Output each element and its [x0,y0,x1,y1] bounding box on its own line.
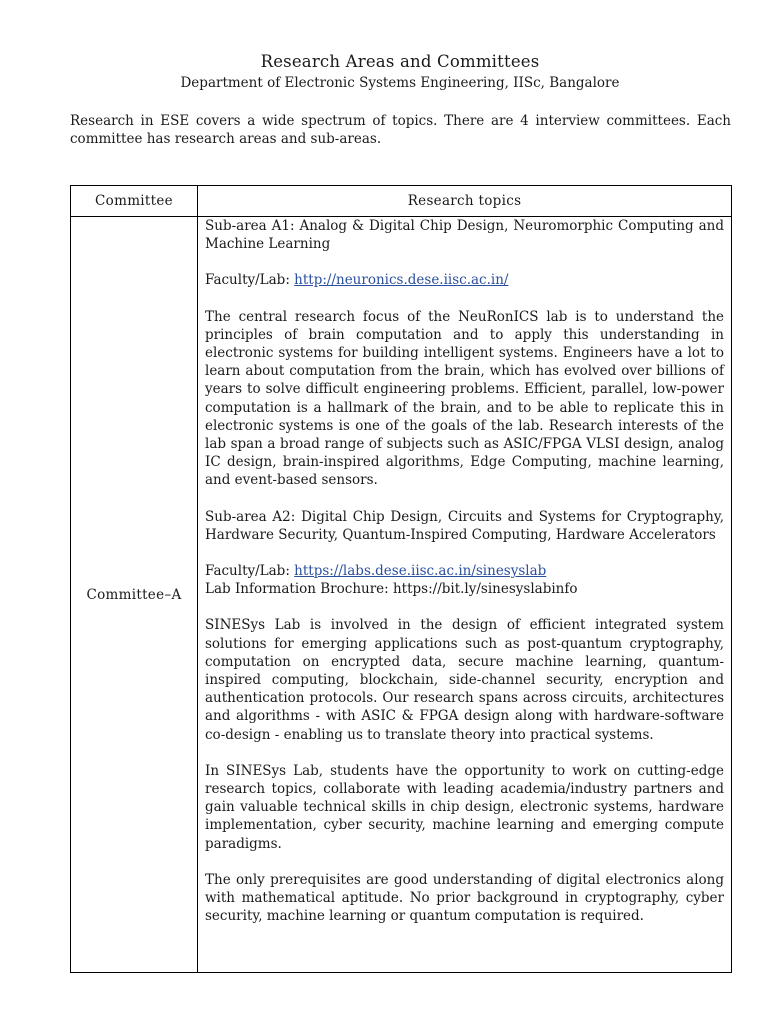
page-subtitle: Department of Electronic Systems Engineering, IISc, Bangalore [180,75,620,91]
subarea-a1-faculty [205,271,724,289]
table-header-row [71,186,732,217]
subarea-a2-brochure: Lab Information Brochure: https://bit.ly/sinesyslabinfo [205,581,578,598]
neuronics-lab-link[interactable]: http://neuronics.dese.iisc.ac.in/ [294,272,509,289]
table-row [71,217,732,973]
subarea-a1-description: The central research focus of the NeuRonICS lab is to understand the principles of brain computation and to apply this understanding in electronic systems for building intelligent systems. Engineers have a lot to learn about computation from the brain, which has evolved over billions of years to solve difficult engineering problems. Efficient, parallel, low-power computation is a hallmark of the brain, and to be able to replicate this in electronic systems is one of the goals of the lab. Research interests of the lab span a broad range of subjects such as ASIC/FPGA VLSI design, analog IC design, brain-inspired algorithms, Edge Computing, machine learning, and event-based sensors. [205,308,724,489]
committee-cell: Committee–A [71,217,198,973]
subarea-a2-description-2: In SINESys Lab, students have the opportunity to work on cutting-edge research topics, collaborate with leading academia/industry partners and gain valuable technical skills in chip design, electronic systems, hardware implementation, cyber security, machine learning and emerging compute paradigms. [205,762,724,852]
header-committee: Committee [71,186,198,217]
sinesys-lab-link[interactable]: https://labs.dese.iisc.ac.in/sinesyslab [294,563,547,580]
faculty-label: Faculty/Lab: [205,563,295,580]
topics-cell [198,217,732,973]
subarea-a1-title: Sub-area A1: Analog & Digital Chip Design, Neuromorphic Computing and Machine Learning [205,218,724,253]
research-table [70,185,732,973]
subarea-a2-faculty [205,562,724,580]
page-title: Research Areas and Committees [260,52,540,71]
subarea-a2-title: Sub-area A2: Digital Chip Design, Circuits and Systems for Cryptography, Hardware Security, Quantum-Inspired Computing, Hardware Accelerators [205,508,724,543]
faculty-label: Faculty/Lab: [205,272,295,289]
intro-paragraph: Research in ESE covers a wide spectrum of topics. There are 4 interview committees. Each committee has research areas and sub-areas. [70,113,731,147]
subarea-a2-description-3: The only prerequisites are good understanding of digital electronics along with mathematical aptitude. No prior background in cryptography, cyber security, machine learning or quantum computation is required. [205,871,724,925]
header-research-topics: Research topics [198,186,732,217]
subarea-a2-description-1: SINESys Lab is involved in the design of efficient integrated system solutions for emerging applications such as post-quantum cryptography, computation on encrypted data, secure machine learning, quantum-inspired computing, blockchain, side-channel security, encryption and authentication protocols. Our research spans across circuits, architectures and algorithms - with ASIC & FPGA design along with hardware-software co-design - enabling us to translate theory into practical systems. [205,617,724,743]
